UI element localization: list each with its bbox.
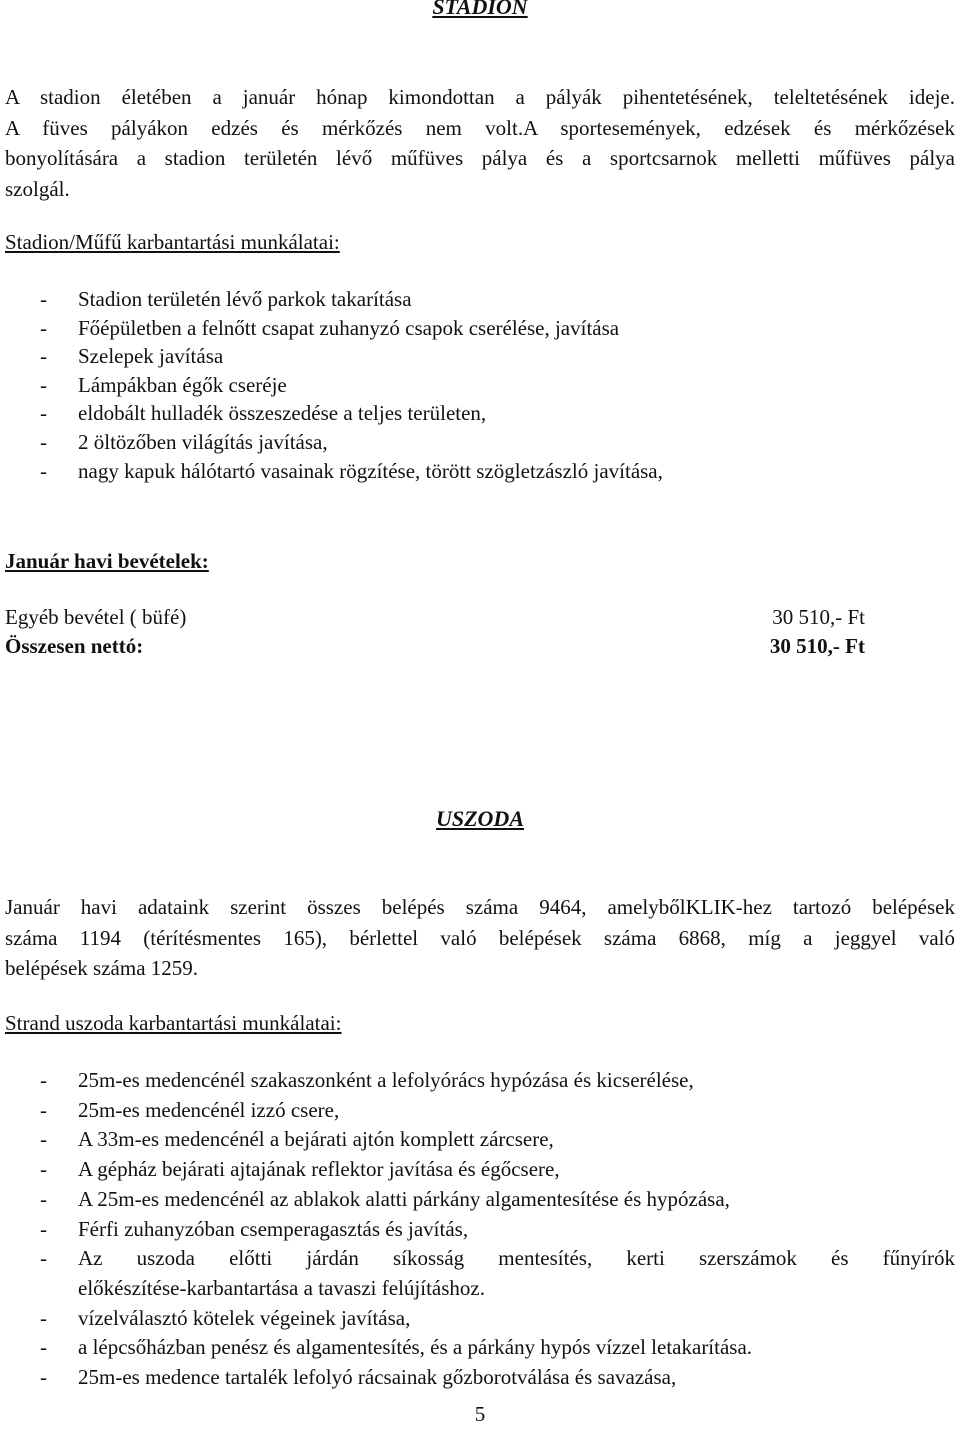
- list-item: - nagy kapuk hálótartó vasainak rögzítése, törött szögletzászló javítása,: [40, 457, 955, 486]
- list-item: - 25m-es medencénél izzó csere,: [40, 1096, 955, 1126]
- list-item: - 25m-es medencénél szakaszonként a lefolyórács hypózása és kicserélése,: [40, 1066, 955, 1096]
- list-dash: -: [40, 1186, 47, 1211]
- income-total-label: Összesen nettó:: [5, 634, 144, 658]
- list-item: - Stadion területén lévő parkok takarítása: [40, 285, 955, 314]
- list-item: - Férfi zuhanyzóban csemperagasztás és javítás,: [40, 1215, 955, 1245]
- list-item: - Szelepek javítása: [40, 342, 955, 371]
- stadion-intro-line: szolgál.: [5, 176, 70, 201]
- list-dash: -: [40, 458, 47, 483]
- list-dash: -: [40, 1335, 47, 1360]
- list-item-line: előkészítése-karbantartása a tavaszi felújításhoz.: [78, 1275, 485, 1300]
- strand-maintenance-list: [40, 1066, 955, 1393]
- list-dash: -: [40, 1068, 47, 1092]
- uszoda-intro-line: Január havi adataink szerint összes belépés száma 9464, amelybőlKLIK-hez tartozó belépések: [5, 895, 955, 919]
- list-item: - 2 öltözőben világítás javítása,: [40, 428, 955, 457]
- income-value: 30 510,- Ft: [772, 605, 865, 629]
- stadion-maintenance-list: [40, 285, 955, 485]
- list-dash: -: [40, 1157, 47, 1182]
- list-item: - vízelválasztó kötelek végeinek javítása,: [40, 1304, 955, 1334]
- list-dash: -: [40, 1246, 47, 1271]
- stadion-maintenance-heading: Stadion/Műfű karbantartási munkálatai:: [5, 230, 340, 254]
- uszoda-intro-line: belépések száma 1259.: [5, 956, 199, 980]
- list-item: - A 25m-es medencénél az ablakok alatti párkány algamentesítése és hypózása,: [40, 1185, 955, 1215]
- list-item: - A gépház bejárati ajtajának reflektor javítása és égőcsere,: [40, 1155, 955, 1185]
- income-total-value: 30 510,- Ft: [769, 634, 865, 658]
- uszoda-intro-paragraph: [5, 892, 955, 984]
- list-dash: -: [40, 287, 47, 311]
- income-label: Egyéb bevétel ( büfé): [5, 605, 187, 629]
- list-item-wrapped: [40, 1244, 955, 1303]
- list-item: - a lépcsőházban penész és algamentesítés, és a párkány hypós vízzel letakarítása.: [40, 1333, 955, 1363]
- stadion-intro-line: A füves pályákon edzés és mérkőzés nem volt.A sportesemények, edzések és mérkőzések: [5, 115, 955, 140]
- list-dash: -: [40, 429, 47, 454]
- income-row: [5, 605, 865, 633]
- list-dash: -: [40, 1127, 47, 1152]
- page-number: 5: [474, 1402, 486, 1426]
- list-dash: -: [40, 1097, 47, 1122]
- strand-maintenance-heading: Strand uszoda karbantartási munkálatai:: [5, 1011, 342, 1035]
- list-dash: -: [40, 1216, 47, 1241]
- list-dash: -: [40, 401, 47, 426]
- list-item: - A 33m-es medencénél a bejárati ajtón komplett zárcsere,: [40, 1125, 955, 1155]
- stadion-intro-line: A stadion életében a január hónap kimondottan a pályák pihentetésének, teleltetésének ideje.: [5, 85, 955, 109]
- stadion-title: STADION: [432, 0, 528, 19]
- income-heading: Január havi bevételek:: [5, 549, 209, 573]
- list-item-line: Az uszoda előtti járdán síkosság mentesítés, kerti szerszámok és fűnyírók: [78, 1246, 955, 1271]
- list-item: - Lámpákban égők cseréje: [40, 371, 955, 400]
- list-item: - eldobált hulladék összeszedése a teljes területen,: [40, 399, 955, 428]
- uszoda-title: USZODA: [435, 806, 524, 831]
- income-total-row: [5, 634, 865, 662]
- list-dash: -: [40, 1305, 47, 1330]
- stadion-intro-paragraph: [5, 82, 955, 204]
- list-dash: -: [40, 344, 47, 369]
- list-item: - Főépületben a felnőtt csapat zuhanyzó csapok cserélése, javítása: [40, 314, 955, 343]
- list-dash: -: [40, 372, 47, 397]
- list-dash: -: [40, 1365, 47, 1390]
- uszoda-intro-line: száma 1194 (térítésmentes 165), bérlettel való belépések száma 6868, míg a jeggyel való: [5, 925, 955, 950]
- stadion-intro-line: bonyolítására a stadion területén lévő műfüves pálya és a sportcsarnok melletti műfüves pálya: [5, 146, 955, 170]
- list-item: - 25m-es medence tartalék lefolyó rácsainak gőzborotválása és savazása,: [40, 1363, 955, 1393]
- list-dash: -: [40, 315, 47, 340]
